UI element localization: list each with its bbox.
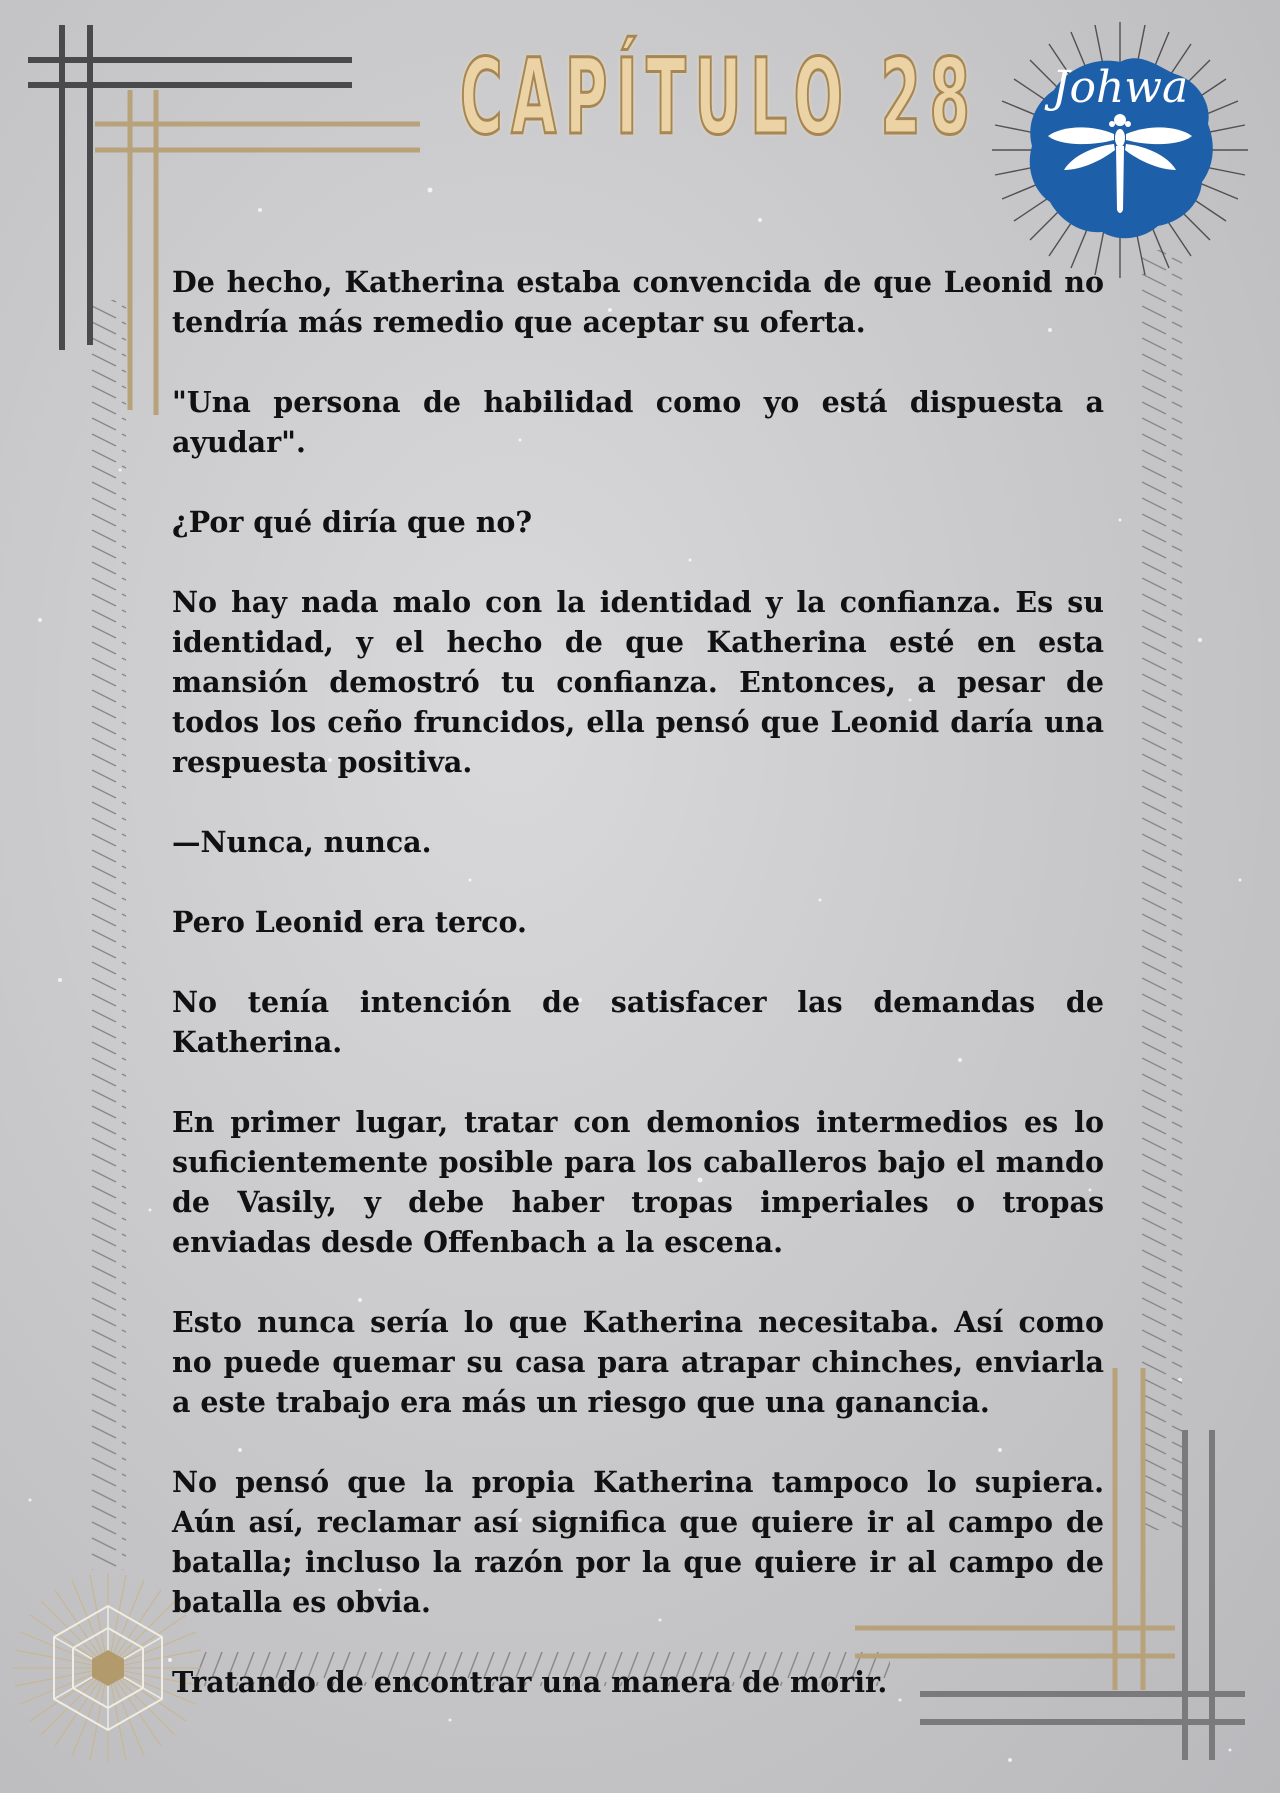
chapter-body	[172, 262, 1104, 1742]
johwa-logo	[990, 20, 1250, 280]
logo-text: Johwa	[1051, 62, 1189, 113]
paragraph: Tratando de encontrar una manera de morir.	[172, 1665, 888, 1699]
chapter-title: CAPÍTULO 28	[460, 36, 979, 158]
paragraph: Pero Leonid era terco.	[172, 905, 527, 939]
left-hatch-border	[86, 300, 126, 1570]
paragraph: Esto nunca sería lo que Katherina necesitaba. Así como no puede quemar su casa para atrapar chinches, enviarla a este trabajo era más un riesgo que una ganancia.	[172, 1305, 1104, 1419]
paragraph: ¿Por qué diría que no?	[172, 505, 533, 539]
paragraph: En primer lugar, tratar con demonios intermedios es lo suficientemente posible para los caballeros bajo el mando de Vasily, y debe haber tropas imperiales o tropas enviadas desde Offenbach a la escena.	[172, 1105, 1104, 1259]
paragraph: —Nunca, nunca.	[172, 825, 432, 859]
dragonfly-icon	[990, 20, 1250, 280]
paragraph: De hecho, Katherina estaba convencida de que Leonid no tendría más remedio que aceptar su oferta.	[172, 265, 1104, 339]
paragraph: No hay nada malo con la identidad y la confianza. Es su identidad, y el hecho de que Katherina esté en esta mansión demostró tu confianza. Entonces, a pesar de todos los ceño fruncidos, ella pensó que Leonid daría una respuesta positiva.	[172, 585, 1104, 779]
paragraph: No tenía intención de satisfacer las demandas de Katherina.	[172, 985, 1104, 1059]
right-hatch-border	[1142, 250, 1182, 1530]
paragraph: No pensó que la propia Katherina tampoco lo supiera. Aún así, reclamar así significa que quiere ir al campo de batalla; incluso la razón por la que quiere ir al campo de batalla es obvia.	[172, 1465, 1104, 1619]
paragraph: "Una persona de habilidad como yo está dispuesta a ayudar".	[172, 385, 1104, 459]
